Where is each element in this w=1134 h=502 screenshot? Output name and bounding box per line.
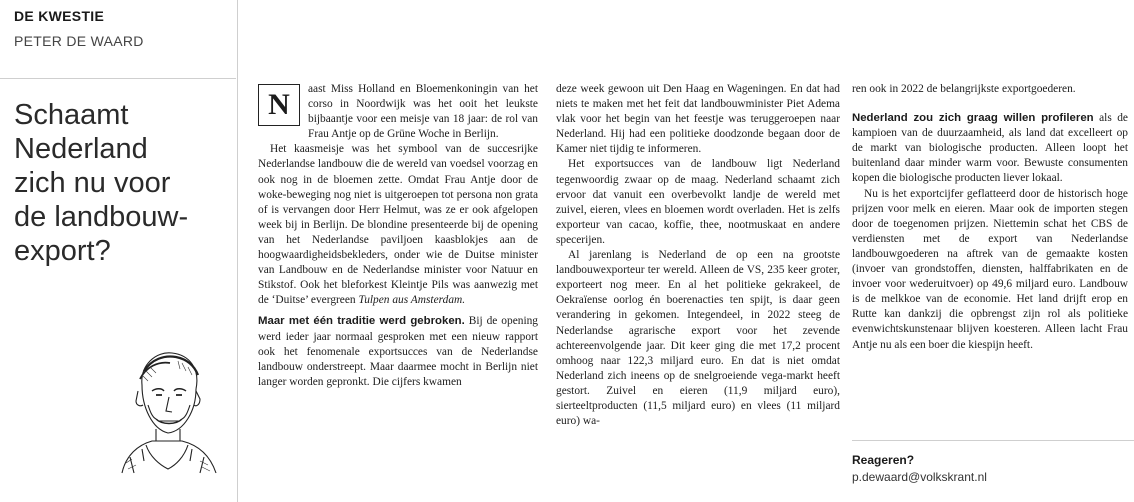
paragraph: Het exportsucces van de landbouw ligt Nederland tegenwoordig zwaar op de maag. Nederland schaamt zich ervoor dat vanuit een overbevolkt landje de wereld met zuivel, eieren, vlees en bloemen wordt overladen. Het is zelfs exporteur van cacao, koffie, thee, nootmuskaat en andere specerijen. xyxy=(556,158,840,246)
rubric-label: DE KWESTIE xyxy=(14,8,105,24)
divider xyxy=(852,440,1134,441)
divider xyxy=(0,78,236,79)
reply-heading: Reageren? xyxy=(852,453,915,467)
author-portrait-illustration xyxy=(112,345,222,475)
intertitle: Maar met één traditie werd gebroken. xyxy=(258,315,465,328)
paragraph-text: Bij de opening werd ieder jaar normaal gesproken met een nieuw rapport ook het fenomenale exportsucces van de Nederlandse landbouw onderstreept. Maar daarmee mocht in Berlijn niet langer worden gepronkt. Die cijfers kwamen xyxy=(258,315,538,388)
paragraph: aast Miss Holland en Bloemenkoningin van het corso in Noordwijk was het ooit het leukste bijbaantje voor een meisje van 18 jaar: de rol van Frau Antje op de Grüne Woche in Berlijn. xyxy=(308,83,538,141)
headline-line: zich nu voor xyxy=(14,167,171,199)
column-divider xyxy=(237,0,238,502)
paragraph-text: als de kampioen van de duurzaamheid, als land dat excelleert op de markt van biologische producten. Alleen loopt het buitenland daar minder warm voor. Bewuste consumenten kopen die biologische producten liever lokaal. xyxy=(852,112,1128,185)
paragraph: deze week gewoon uit Den Haag en Wageningen. En dat had niets te maken met het feit dat landbouwminister Piet Adema vlak voor het begin van het feestje was teruggeroepen naar Nederland. Hij had een politieke doodzonde begaan door de Kamer niet tijdig te informeren. xyxy=(556,83,840,156)
headline-line: export? xyxy=(14,235,111,267)
article-column-1 xyxy=(258,82,538,390)
headline-line: Schaamt xyxy=(14,99,129,131)
paragraph: Nu is het exportcijfer geflatteerd door de historisch hoge prijzen voor melk en eieren. Maar ook de importen stegen door de toegenomen prijzen. Niettemin schat het CBS de verdiensten met de export van Nederlandse landbouwgoederen na aftrek van de gemaakte kosten (invoer van grondstoffen, diensten, halffabrikaten en de invoer voor wederuitvoer) op 49,6 miljard euro. Landbouw is de melkkoe van de economie. Het land drijft erop en Rutte kan dankzij die opbrengst zijn rol als politieke evenwichtskunstenaar blijven koesteren. Alleen lacht Frau Antje nu als een boer die kiespijn heeft. xyxy=(852,187,1128,351)
paragraph xyxy=(258,314,538,389)
headline-line: de landbouw- xyxy=(14,201,189,233)
paragraph xyxy=(258,142,538,308)
headline-line: Nederland xyxy=(14,133,148,165)
author-name: PETER DE WAARD xyxy=(14,33,144,49)
paragraph-text: Het kaasmeisje was het symbool van de succesrijke Nederlandse landbouw die de wereld van voedsel voorzag en ook nog in de bloemen zette. Omdat Frau Antje door de woke-beweging nog niet is uitgeroepen tot persona non grata of is vervangen door Herr Helmut, was ze er ook afgelopen week bij in Berlijn. De blondine presenteerde bij de opening van het Nederlandse paviljoen kaasblokjes aan de hoogwaardigheidsbekleders, onder wie de Duitse minister van Landbouw en de Nederlandse minister voor Natuur en Stikstof. Ook het bleforkest Kleintje Pils was aanwezig met de ‘Duitse’ evergreen xyxy=(258,143,538,307)
headline xyxy=(14,98,234,268)
article-column-3 xyxy=(852,82,1128,353)
reply-email-link[interactable]: p.dewaard@volkskrant.nl xyxy=(852,470,987,484)
song-title: Tulpen aus Amsterdam. xyxy=(358,294,466,307)
article-column-2 xyxy=(556,82,840,429)
paragraph: ren ook in 2022 de belangrijkste exportgoederen. xyxy=(852,83,1076,95)
drop-cap: N xyxy=(258,84,300,126)
intertitle: Nederland zou zich graag willen profileren xyxy=(852,112,1094,125)
paragraph xyxy=(852,111,1128,186)
paragraph: Al jarenlang is Nederland de op een na grootste landbouwexporteur ter wereld. Alleen de VS, 235 keer groter, exporteert nog meer. En al het politieke gekrakeel, de Oekraïense oorlog én boerenacties ten spijt, is daar geen verandering in gekomen. Integendeel, in 2022 steeg de Nederlandse agrarische export voor het zevende achtereenvolgende jaar. Dit keer ging die met 17,2 procent omhoog naar 122,3 miljard euro. En dat is niet omdat Nederland zich ineens op de snelgroeiende vega-markt heeft gestort. Zuivel en eieren (11,9 miljard euro), sierteeltproducten (11,5 miljard euro) en vlees (11 miljard euro) wa- xyxy=(556,249,840,428)
